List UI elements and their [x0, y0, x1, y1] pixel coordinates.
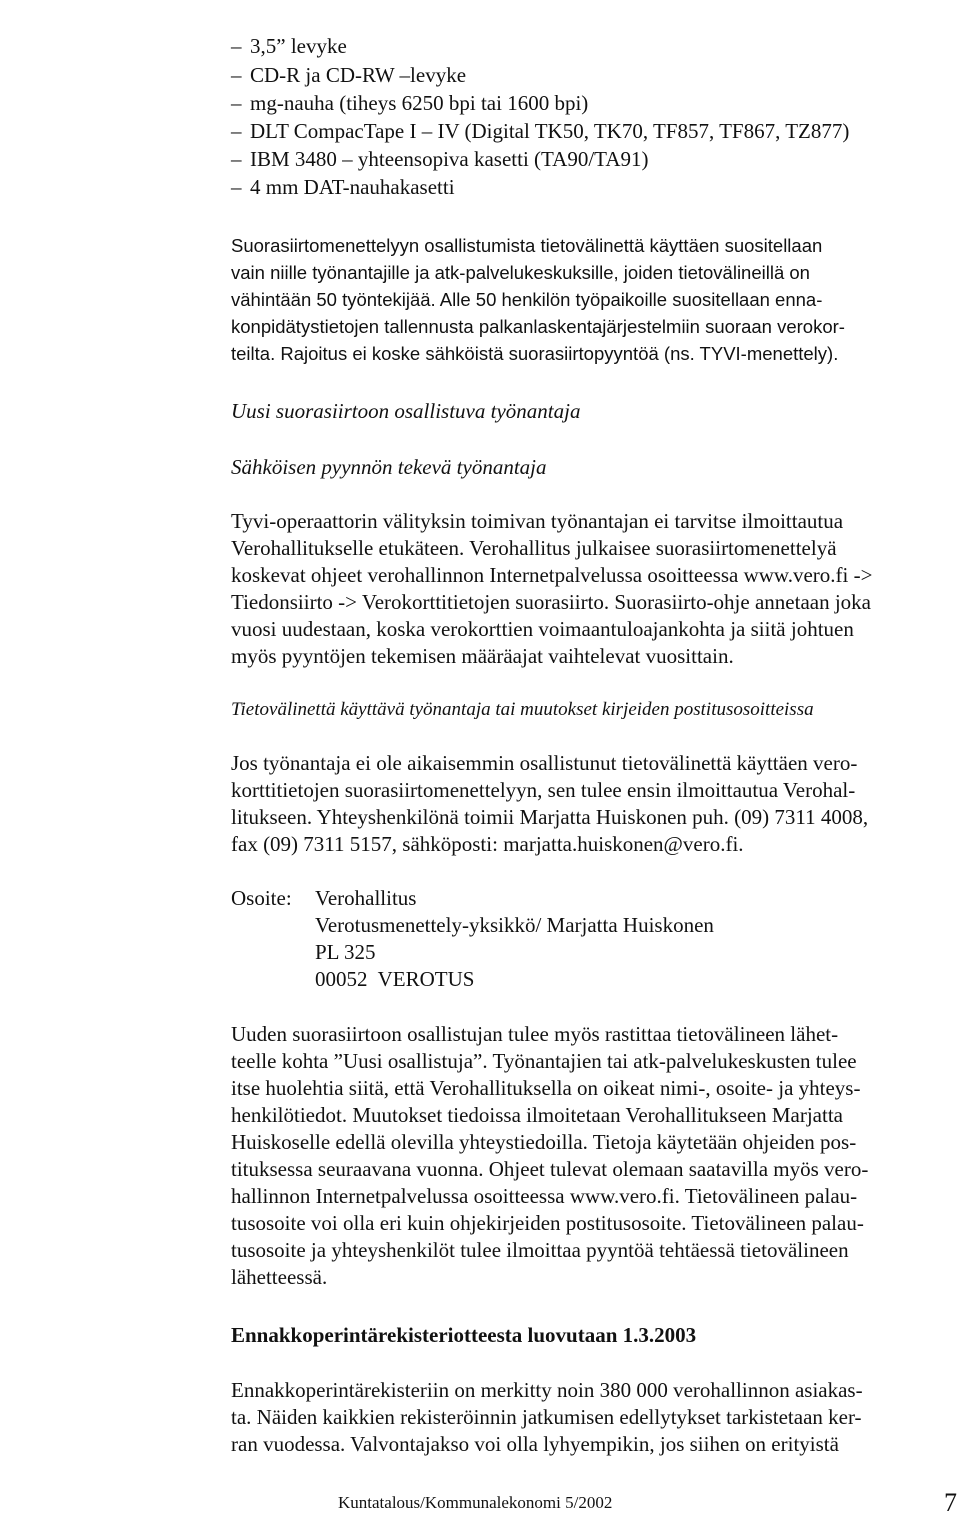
- text-line: Jos työnantaja ei ole aikaisemmin osallistunut tietovälinettä käyttäen vero-: [231, 751, 858, 775]
- list-dash: –: [231, 63, 242, 87]
- text-line: ran vuodessa. Valvontajakso voi olla lyhyempikin, jos siihen on erityistä: [231, 1432, 839, 1456]
- list-item-text: mg-nauha (tiheys 6250 bpi tai 1600 bpi): [250, 91, 589, 115]
- list-item-text: 4 mm DAT-nauhakasetti: [250, 175, 455, 199]
- text-line: koskevat ohjeet verohallinnon Internetpalvelussa osoitteessa www.vero.fi ->: [231, 563, 873, 587]
- address-line: PL 325: [315, 940, 376, 964]
- address-label: Osoite:: [231, 886, 292, 910]
- text-line: itse huolehtia siitä, että Verohallituksella on oikeat nimi-, osoite- ja yhteys-: [231, 1076, 861, 1100]
- list-item: [231, 36, 931, 60]
- address-line: Verotusmenettely-yksikkö/ Marjatta Huiskonen: [315, 913, 714, 937]
- text-line: korttitietojen suorasiirtomenettelyyn, sen tulee ensin ilmoittautua Verohal-: [231, 778, 856, 802]
- publication-name: Kuntatalous/Kommunalekonomi 5/2002: [338, 1493, 613, 1512]
- list-dash: –: [231, 119, 242, 143]
- list-dash: –: [231, 34, 242, 58]
- address-line: Verohallitus: [315, 886, 417, 910]
- text-line: Tyvi-operaattorin välityksin toimivan työnantajan ei tarvitse ilmoittautua: [231, 509, 844, 533]
- text-line: teelle kohta ”Uusi osallistuja”. Työnantajien tai atk-palvelukeskusten tulee: [231, 1049, 857, 1073]
- text-line: Suorasiirtomenettelyyn osallistumista tietovälinettä käyttäen suositellaan: [231, 235, 823, 256]
- text-line: fax (09) 7311 5157, sähköposti: marjatta.huiskonen@vero.fi.: [231, 832, 744, 856]
- list-dash: –: [231, 91, 242, 115]
- list-item: [231, 65, 931, 89]
- list-item-text: 3,5” levyke: [250, 34, 347, 58]
- text-line: hallinnon Internetpalvelussa osoitteessa www.vero.fi. Tietovälineen palau-: [231, 1184, 858, 1208]
- text-line: tusosoite ja yhteyshenkilöt tulee ilmoittaa pyyntöä tehtäessä tietovälineen: [231, 1238, 849, 1262]
- subheading-new-participant: Uusi suorasiirtoon osallistuva työnantaja: [231, 399, 581, 423]
- text-line: teilta. Rajoitus ei koske sähköistä suorasiirtopyyntöä (ns. TYVI-menettely).: [231, 343, 839, 364]
- list-item-text: CD-R ja CD-RW –levyke: [250, 63, 467, 87]
- subheading-media-employer: Tietovälinettä käyttävä työnantaja tai muutokset kirjeiden postitusosoitteissa: [231, 699, 814, 720]
- text-line: vuosi uudestaan, koska verokorttien voimaantuloajankohta ja siitä johtuen: [231, 617, 854, 641]
- text-line: Ennakkoperintärekisteriin on merkitty noin 380 000 verohallinnon asiakas-: [231, 1378, 863, 1402]
- list-item: [231, 121, 931, 145]
- text-line: lähetteessä.: [231, 1265, 328, 1289]
- text-line: ta. Näiden kaikkien rekisteröinnin jatkumisen edellytykset tarkistetaan ker-: [231, 1405, 862, 1429]
- list-item: [231, 177, 931, 201]
- page-number: 7: [944, 1488, 957, 1517]
- subheading-electronic-request: Sähköisen pyynnön tekevä työnantaja: [231, 455, 547, 479]
- text-line: myös pyyntöjen tekemisen määräajat vaihtelevat vuosittain.: [231, 644, 734, 668]
- text-line: konpidätystietojen tallennusta palkanlaskentajärjestelmiin suoraan verokor-: [231, 316, 845, 337]
- list-dash: –: [231, 175, 242, 199]
- section-heading: Ennakkoperintärekisteriotteesta luovutaan 1.3.2003: [231, 1323, 697, 1347]
- text-line: Uuden suorasiirtoon osallistujan tulee myös rastittaa tietovälineen lähet-: [231, 1022, 839, 1046]
- text-line: henkilötiedot. Muutokset tiedoissa ilmoitetaan Verohallitukseen Marjatta: [231, 1103, 843, 1127]
- address-line: 00052 VEROTUS: [315, 967, 475, 991]
- text-line: vähintään 50 työntekijää. Alle 50 henkilön työpaikoille suositellaan enna-: [231, 289, 823, 310]
- text-line: Tiedonsiirto -> Verokorttitietojen suorasiirto. Suorasiirto-ohje annetaan joka: [231, 590, 871, 614]
- list-item: [231, 149, 931, 173]
- text-line: litukseen. Yhteyshenkilönä toimii Marjatta Huiskonen puh. (09) 7311 4008,: [231, 805, 869, 829]
- list-item: [231, 93, 931, 117]
- text-line: vain niille työnantajille ja atk-palvelukeskuksille, joiden tietovälineillä on: [231, 262, 810, 283]
- list-item-text: IBM 3480 – yhteensopiva kasetti (TA90/TA91): [250, 147, 649, 171]
- list-item-text: DLT CompacTape I – IV (Digital TK50, TK70, TF857, TF867, TZ877): [250, 119, 850, 143]
- text-line: tituksessa seuraavana vuonna. Ohjeet tulevat olemaan saatavilla myös vero-: [231, 1157, 869, 1181]
- text-line: tusosoite voi olla eri kuin ohjekirjeiden postitusosoite. Tietovälineen palau-: [231, 1211, 864, 1235]
- text-line: Huiskoselle edellä olevilla yhteystiedoilla. Tietoja käytetään ohjeiden pos-: [231, 1130, 857, 1154]
- text-line: Verohallitukselle etukäteen. Verohallitus julkaisee suorasiirtomenettelyä: [231, 536, 837, 560]
- list-dash: –: [231, 147, 242, 171]
